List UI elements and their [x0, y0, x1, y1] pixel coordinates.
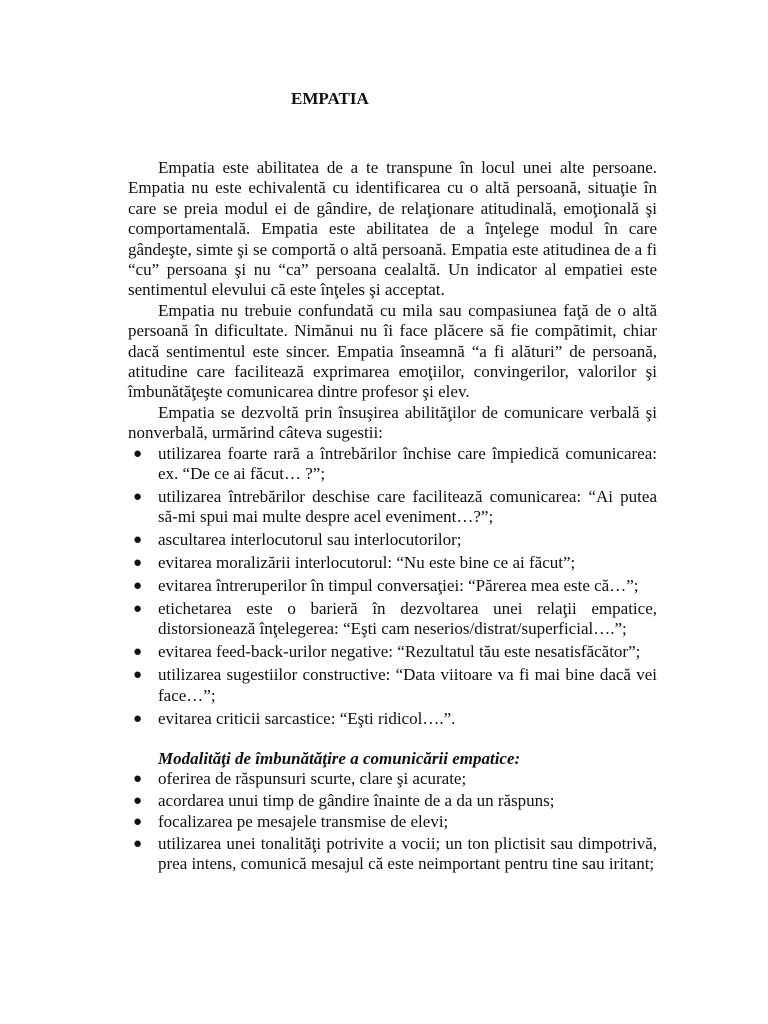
document-body: [128, 89, 657, 875]
list-item: ● ascultarea interlocutorul sau interlocutorilor;: [133, 530, 462, 550]
list-item: ● utilizarea sugestiilor constructive: “Data viitoare va fi mai bine dacă vei face…”;: [133, 665, 657, 705]
paragraph-definition: Empatia este abilitatea de a te transpune în locul unei alte persoane. Empatia nu este echivalentă cu identificarea cu o altă persoană, situaţie în care se preia modul ei de gândire, de relaţionare atitudinală, emoţională şi comportamentală. Empatia este abilitatea de a înţelege modul în care gândeşte, simte şi se comportă o altă persoană. Empatia este atitudinea de a fi “cu” persoana şi nu “ca” persoana cealaltă. Un indicator al empatiei este sentimentul elevului că este înţeles şi acceptat.: [128, 158, 657, 300]
list-item: ● utilizarea întrebărilor deschise care facilitează comunicarea: “Ai putea să-mi spui mai multe despre acel eveniment…?”;: [133, 487, 657, 527]
bullet-icon: ●: [133, 644, 143, 661]
list-item: ● utilizarea unei tonalităţi potrivite a vocii; un ton plictisit sau dimpotrivă, prea intens, comunică mesajul că este neimportant pentru tine sau iritant;: [133, 833, 657, 873]
improvements-list: [128, 769, 657, 874]
list-item: ● evitarea întreruperilor în timpul conversaţiei: “Părerea mea este că…”;: [133, 576, 639, 596]
list-item: ● focalizarea pe mesajele transmise de elevi;: [133, 812, 449, 832]
bullet-icon: ●: [133, 771, 143, 788]
bullet-icon: ●: [133, 814, 143, 831]
bullet-icon: ●: [133, 532, 143, 549]
bullet-icon: ●: [133, 792, 143, 809]
bullet-icon: ●: [133, 445, 143, 462]
bullet-icon: ●: [133, 710, 143, 727]
list-item: ● acordarea unui timp de gândire înainte de a da un răspuns;: [133, 790, 555, 810]
bullet-icon: ●: [133, 667, 143, 684]
list-item: ● evitarea feed-back-urilor negative: “Rezultatul tău este nesatisfăcător”;: [133, 642, 641, 662]
bullet-icon: ●: [133, 601, 143, 618]
bullet-icon: ●: [133, 555, 143, 572]
bullet-icon: ●: [133, 489, 143, 505]
bullet-icon: ●: [133, 835, 143, 852]
list-item: ● utilizarea foarte rară a întrebărilor închise care împiedică comunicarea: ex. “De ce ai făcut… ?”;: [133, 443, 657, 484]
list-item: ● evitarea moralizării interlocutorul: “Nu este bine ce ai făcut”;: [133, 553, 576, 573]
bullet-icon: ●: [133, 578, 143, 595]
suggestions-list: [128, 444, 657, 729]
list-item: ● oferirea de răspunsuri scurte, clare şi acurate;: [133, 769, 467, 789]
paragraph-development: Empatia se dezvoltă prin însuşirea abilităţilor de comunicare verbală şi nonverbală, urmărind câteva sugestii:: [128, 402, 657, 443]
paragraph-distinction: Empatia nu trebuie confundată cu mila sau compasiunea faţă de o altă persoană în dificultate. Nimănui nu îi face plăcere să fie compătimit, chiar dacă sentimentul este sincer. Empatia înseamnă “a fi alături” de persoană, atitudine care facilitează exprimarea emoţiilor, convingerilor, valorilor şi îmbunătăţeşte comunicarea dintre profesor şi elev.: [128, 300, 657, 402]
section-subheading: Modalităţi de îmbunătăţire a comunicării empatice:: [158, 748, 521, 768]
list-item: ● etichetarea este o barieră în dezvoltarea unei relaţii empatice, distorsionează înţelegerea: “Eşti cam neserios/distrat/superficial….”;: [133, 599, 657, 639]
list-item: ● evitarea criticii sarcastice: “Eşti ridicol….”.: [133, 708, 456, 728]
document-title: EMPATIA: [291, 89, 369, 108]
